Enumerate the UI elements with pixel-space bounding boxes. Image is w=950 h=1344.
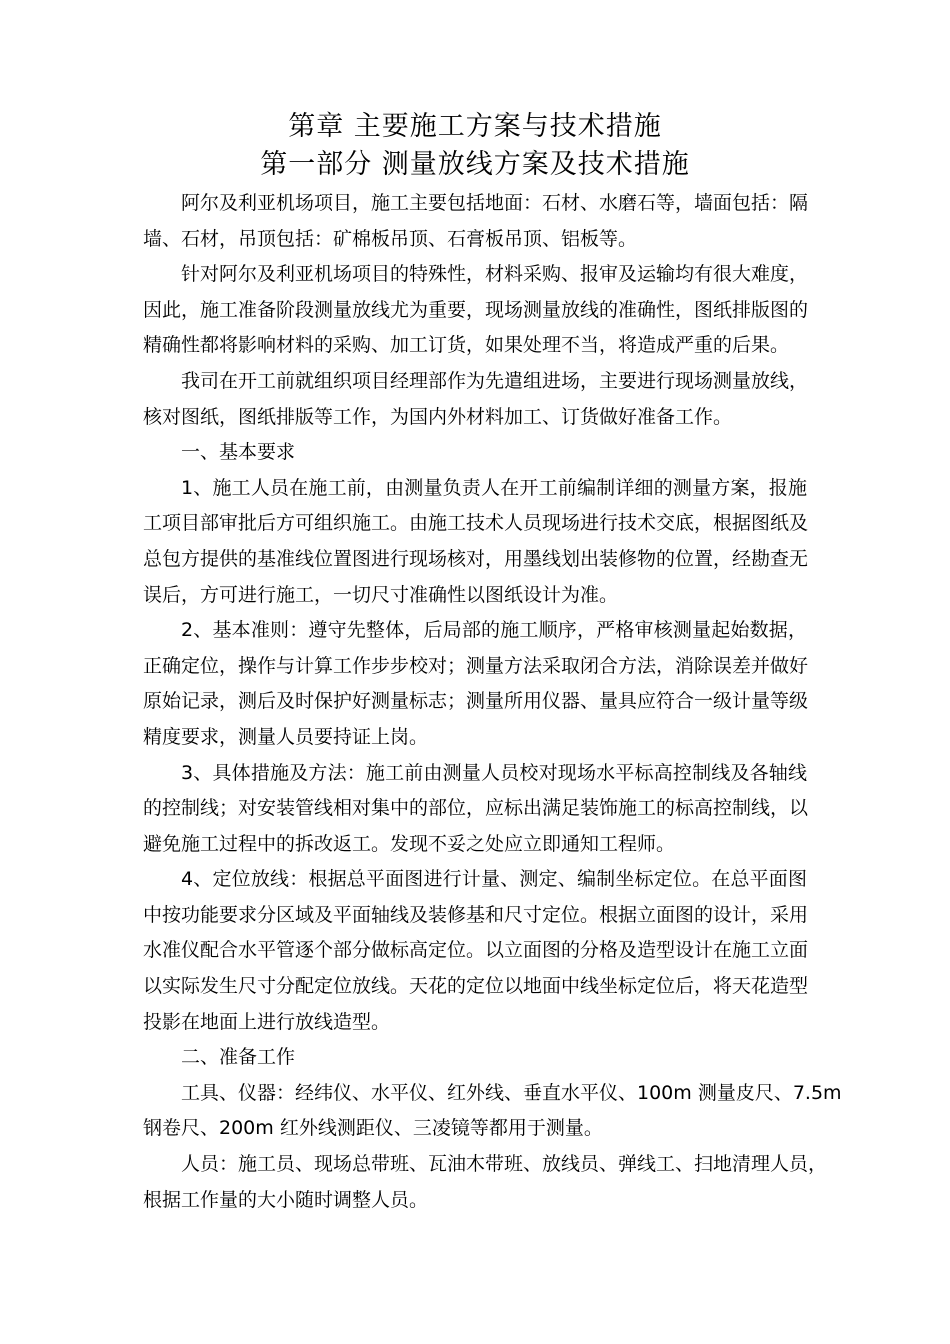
text-line: 工具、仪器：经纬仪、水平仪、红外线、垂直水平仪、100m 测量皮尺、7.5m <box>181 1081 842 1104</box>
part-title: 第一部分 测量放线方案及技术措施 <box>260 149 690 180</box>
text-line: 3、具体措施及方法：施工前由测量人员校对现场水平标高控制线及各轴线 <box>181 761 807 784</box>
text-line: 根据工作量的大小随时调整人员。 <box>143 1188 429 1211</box>
text-line: 一、基本要求 <box>181 441 296 464</box>
text-line: 的控制线；对安装管线相对集中的部位，应标出满足装饰施工的标高控制线，以 <box>143 797 809 820</box>
text-line: 墙、石材，吊顶包括：矿棉板吊顶、石膏板吊顶、铝板等。 <box>143 227 638 250</box>
paragraph <box>143 1040 807 1076</box>
text-line: 人员：施工员、现场总带班、瓦油木带班、放线员、弹线工、扫地清理人员， <box>181 1153 828 1176</box>
text-line: 总包方提供的基准线位置图进行现场核对，用墨线划出装修物的位置，经勘查无 <box>143 547 809 570</box>
text-line: 以实际发生尺寸分配定位放线。天花的定位以地面中线坐标定位后，将天花造型 <box>143 975 809 998</box>
text-line: 原始记录，测后及时保护好测量标志；测量所用仪器、量具应符合一级计量等级 <box>143 690 809 713</box>
paragraph <box>143 1076 842 1147</box>
text-line: 正确定位，操作与计算工作步步校对；测量方法采取闭合方法，消除误差并做好 <box>143 654 809 677</box>
chapter-title: 第章 主要施工方案与技术措施 <box>288 111 662 142</box>
text-line: 精确性都将影响材料的采购、加工订货，如果处理不当，将造成严重的后果。 <box>143 334 790 357</box>
text-line: 投影在地面上进行放线造型。 <box>143 1010 391 1033</box>
text-line: 精度要求，测量人员要持证上岗。 <box>143 725 429 748</box>
paragraph <box>143 862 807 1040</box>
text-line: 因此，施工准备阶段测量放线尤为重要，现场测量放线的准确性，图纸排版图的 <box>143 298 809 321</box>
text-line: 阿尔及利亚机场项目，施工主要包括地面：石材、水磨石等，墙面包括：隔 <box>181 192 809 214</box>
title-block <box>0 108 950 184</box>
paragraph <box>143 1147 828 1218</box>
paragraph <box>143 435 807 471</box>
text-line: 误后，方可进行施工，一切尺寸准确性以图纸设计为准。 <box>143 583 619 606</box>
text-line: 工项目部审批后方可组织施工。由施工技术人员现场进行技术交底，根据图纸及 <box>143 512 809 535</box>
text-line: 避免施工过程中的拆改返工。发现不妥之处应立即通知工程师。 <box>143 832 676 855</box>
text-line: 2、基本准则：遵守先整体，后局部的施工顺序，严格审核测量起始数据， <box>181 619 807 642</box>
text-line: 1、施工人员在施工前，由测量负责人在开工前编制详细的测量方案，报施 <box>181 476 807 499</box>
text-line: 水准仪配合水平管逐个部分做标高定位。以立面图的分格及造型设计在施工立面 <box>143 939 809 962</box>
paragraph <box>143 364 807 435</box>
text-line: 针对阿尔及利亚机场项目的特殊性，材料采购、报审及运输均有很大难度， <box>181 263 809 286</box>
text-line: 中按功能要求分区域及平面轴线及装修基和尺寸定位。根据立面图的设计，采用 <box>143 903 809 926</box>
paragraph <box>143 613 807 755</box>
text-line: 核对图纸，图纸排版等工作，为国内外材料加工、订货做好准备工作。 <box>143 405 733 428</box>
text-line: 我司在开工前就组织项目经理部作为先遣组进场，主要进行现场测量放线， <box>181 369 809 392</box>
paragraph <box>143 186 807 257</box>
text-line: 二、准备工作 <box>181 1046 296 1069</box>
body-text <box>143 186 842 1218</box>
paragraph <box>143 257 807 364</box>
paragraph <box>143 756 807 863</box>
paragraph <box>143 471 807 613</box>
text-line: 钢卷尺、200m 红外线测距仪、三凌镜等都用于测量。 <box>143 1117 603 1140</box>
text-line: 4、定位放线：根据总平面图进行计量、测定、编制坐标定位。在总平面图 <box>181 868 807 891</box>
